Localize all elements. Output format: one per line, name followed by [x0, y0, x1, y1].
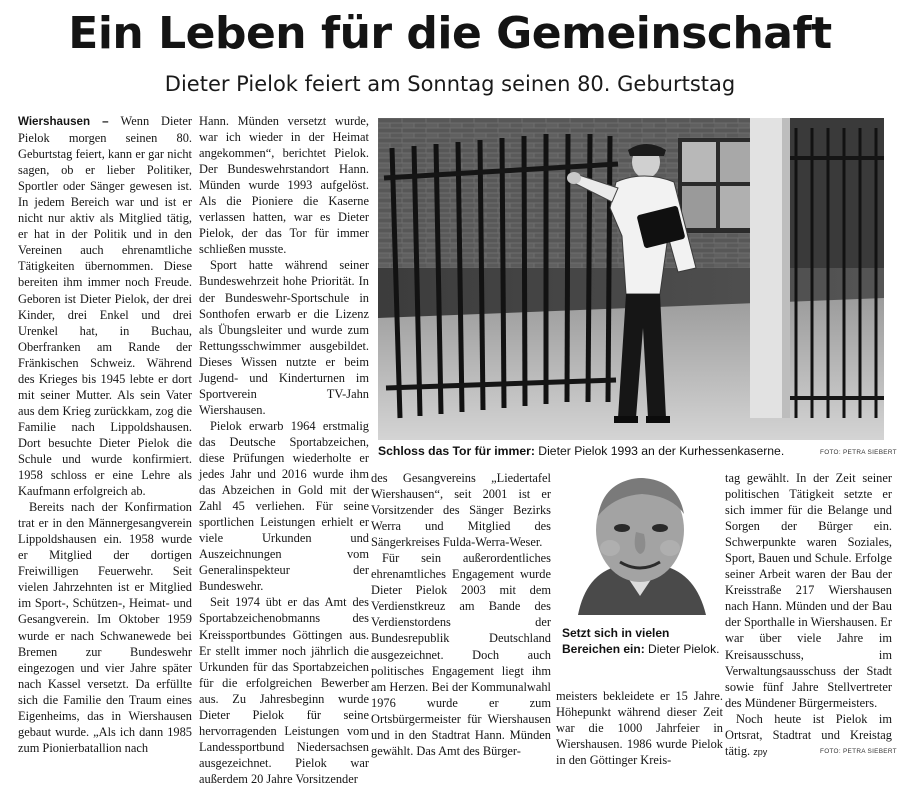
article-paragraph: Pielok erwarb 1964 erstmalig das Deutsche Sportabzeichen, diese Prüfungen wiederholte er jedes Jahr und 2016 wurde ihm das Abzeichen in Gold mit der Zahl 45 verliehen. Für seine sportlichen Leistungen erhielt er viele Urkunden und Auszeichnungen vom Generalinspekteur der Bundeswehr. — [199, 418, 369, 594]
article-paragraph: Für sein außerordentliches ehrenamtliches Engagement wurde Dieter Pielok 2003 mit dem Verdienstkreuz am Bande des Verdienstordens der Bundesrepublik Deutschland ausgezeichnet. Doch auch politisches Engagement liegt ihm am Herzen. Bei der Kommunalwahl 1976 wurde er zum Ortsbürgermeister für Wiershausen und in den Stadtrat Hann. Münden gewählt. Das Amt des Bürger- — [371, 551, 551, 758]
author-signature: zpy — [753, 746, 768, 757]
article-column-2 — [199, 113, 369, 786]
article-paragraph: Hann. Münden versetzt wurde, war ich wieder in der Heimat angekommen“, berichtet Pielok. Der Bundeswehrstandort Hann. Münden wurde 1993 aufgelöst. Als die Pioniere die Kaserne verlassen hatten, war es Dieter Pielok, der das Tor für immer schließen musste. — [199, 114, 369, 257]
photo-credit-bottom: FOTO: PETRA SIEBERT — [820, 748, 897, 755]
article-paragraph: meisters bekleidete er 15 Jahre. Höhepunkt während dieser Zeit war die 1000 Jahrfeier in Wiershausen. 1986 wurde Pielok in den Göttinger Kreis- — [556, 689, 723, 768]
portrait-image — [556, 470, 723, 615]
main-photo-caption: Schloss das Tor für immer: Dieter Pielok 1993 an der Kurhessenkaserne. — [378, 444, 785, 458]
main-photo — [378, 118, 884, 440]
article-paragraph: Sport hatte während seiner Bundeswehrzeit hohe Priorität. In der Bundeswehr-Sportschule in Sonthofen erwarb er die Lizenz als Übungsleiter und wurde zum Rettungsschwimmer ausgebildet. Dieses Wissen nutzte er beim Jugend- und Kinderturnen im Sportverein TV-Jahn Wiershausen. — [199, 258, 369, 417]
article-column-4 — [556, 688, 723, 768]
article-column-3 — [371, 470, 551, 765]
article-paragraph: Noch heute ist Pielok im Ortsrat, Stadtrat und Kreistag tätig. zpy — [725, 711, 892, 758]
portrait-caption: Setzt sich in vielen Bereichen ein: Dieter Pielok. — [562, 626, 720, 656]
article-paragraph: Wiershausen – Wenn Dieter Pielok morgen seinen 80. Geburtstag feiert, kann er gar nicht sagen, ob er lieber Politiker, Sportler oder Sänger gewesen ist. In jedem Bereich war und ist er nicht nur aktiv als Mitglied tätig, er hat in der Politik und in den Vereinen auch ehrenamtliche Tätigkeiten übernommen. Diese bereiten ihm immer noch Freude. Geboren ist Dieter Pielok, der drei Kinder, drei Enkel und drei Urenkel hat, in Buchau, Oberfranken am Rande der Fränkischen Schweiz. Während des Krieges bis 1945 lebte er dort mit seiner Mutter. Als sein Vater aus dem Krieg zurückkam, zog die Familie nach Lippoldshausen. Dort besuchte Dieter Pielok die Schule und wurde konfirmiert. 1958 schloss er eine Lehre als Kaufmann erfolgreich ab. — [18, 114, 192, 499]
article-column-5 — [725, 470, 892, 765]
article-paragraph: tag gewählt. In der Zeit seiner politischen Tätigkeit setzte er sich immer für die Belange und Sorgen der Bürger ein. Schwerpunkte waren Soziales, Sport, Bauen und Schule. Erfolge seiner Arbeit waren der Bau der Kreisstraße 217 Wiershausen nach Hann. Münden und der Bau der Sporthalle in Wiershausen. Er war über viele Jahre im Kreisausschuss, im Verwaltungsausschuss der Stadt sowie fünf Jahre Stellvertreter des Mündener Bürgermeisters. — [725, 471, 892, 710]
article-column-1 — [18, 113, 192, 765]
article-paragraph: des Gesangvereins „Liedertafel Wiershausen“, seit 2001 ist er Vorsitzender des Sänger Bezirks Werra und Mitglied des Sängerkreises Fulda-Werra-Weser. — [371, 471, 551, 550]
subheadline: Dieter Pielok feiert am Sonntag seinen 80. Geburtstag — [164, 72, 736, 96]
article-paragraph: Bereits nach der Konfirmation trat er in den Männergesangverein Lippoldshausen ein. 1958 wurde er Mitglied der dortigen Freiwilligen Feuerwehr. Seit vielen Jahrzehnten ist er Mitglied im Sport-, Schützen-, Heimat- und Gesangverein. Im Oktober 1959 wurde er nach Schwanewede bei Bremen zur Bundeswehr eingezogen und vier Jahre später nach Kassel versetzt. Da erfüllte sich die Familie den Traum eines Eigenheims, das in Wiershausen gebaut wurde. „Als ich dann 1985 zum Pionierbatallion nach — [18, 500, 192, 755]
portrait-photo — [556, 470, 723, 615]
headline: Ein Leben für die Gemeinschaft — [68, 8, 832, 59]
article-paragraph: Seit 1974 übt er das Amt des Sportabzeichenobmanns des Kreissportbundes Göttingen aus. Er stellt immer noch jährlich die Urkunden für das Sportabzeichen für die erfolgreichen Bewerber aus. Zu Jahresbeginn wurde Dieter Pielok für seine hervorragenden Leistungen vom Landessportbund Niedersachsen ausgezeichnet. Pielok war außerdem 20 Jahre Vorsitzender — [199, 595, 369, 786]
photo-credit: FOTO: PETRA SIEBERT — [820, 449, 897, 456]
dateline: Wiershausen – — [18, 115, 121, 128]
gate-photo — [378, 118, 884, 440]
